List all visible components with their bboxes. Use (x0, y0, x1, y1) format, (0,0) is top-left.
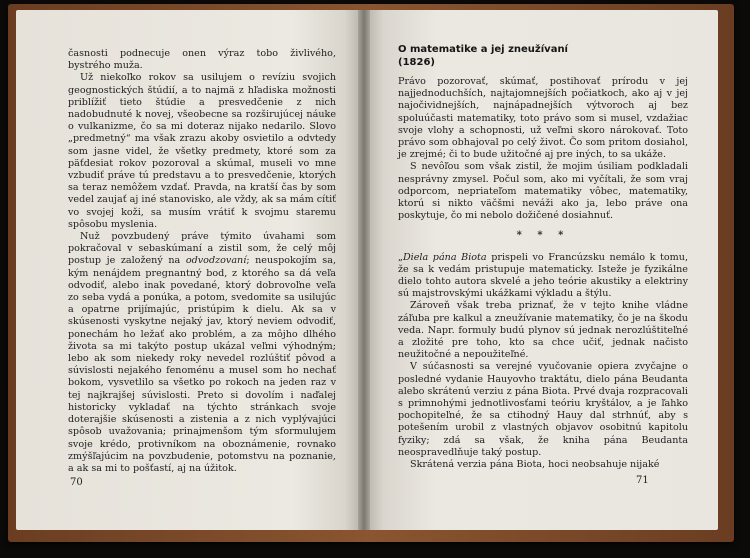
paragraph (68, 48, 336, 72)
right-page-text-bottom (398, 252, 688, 472)
italic-text: odvodzovaní (185, 255, 247, 267)
italic-text: Diela pána Biota (402, 251, 487, 263)
paragraph (68, 72, 336, 231)
chapter-heading (398, 43, 688, 69)
right-page-number: 71 (636, 475, 649, 486)
paragraph (398, 76, 688, 161)
chapter-title: O matematike a jej zneužívaní (398, 44, 568, 55)
chapter-year: (1826) (398, 57, 435, 68)
right-page-text-top (398, 76, 688, 222)
paragraph (398, 161, 688, 222)
text-run: Zároveň však treba priznať, že v tejto knihe vládne záľuba pre kalkul a zneužívanie matematiky, čo je na škodu veda. Napr. formuly budú plynov sú jednak nerozlúštiteľné a zložité pre toho, kto sa chce učiť, jednak načisto neužitočné a nepoužiteľné. (398, 300, 688, 361)
text-run: V súčasnosti sa verejné vyučovanie opiera zvyčajne o posledné vydanie Hauyovho traktátu, dielo pána Beudanta alebo skrátenú verziu z pána Biota. Prvé dvaja rozpracovali s primnohými jednotlivosťami teóriu kryštálov, a je ľahko pochopiteľné, že sa ctihodný Hauy dal strhnúť, aby s potešením urobil z vlastných objavov osobitnú kapitolu fyziky; zdá sa však, že kniha pána Beudanta neospravedlňuje taký postup. (398, 361, 688, 458)
text-run: Nuž povzbudený práve týmito úvahami som pokračoval v sebaskúmaní a zistil som, že celý môj postup je založený na (68, 231, 336, 267)
text-run: prispeli vo Francúzsku nemálo k tomu, že sa k vedám pristupuje matematicky. Isteže je fyzikálne dielo tohto autora skvelé a jeho teórie akustiky a elektriny sú majstrovskými ukážkami výkladu a štýlu. (398, 251, 688, 300)
paragraph (398, 459, 688, 471)
right-page (366, 10, 718, 530)
right-page-text (398, 76, 688, 471)
paragraph (398, 300, 688, 361)
book-gutter (358, 10, 370, 530)
paragraph (398, 361, 688, 459)
text-run: „ (398, 251, 403, 263)
left-page-number: 70 (70, 477, 83, 488)
left-page (16, 10, 362, 530)
text-run: ; neuspokojím sa, kým nenájdem pregnantný bod, z ktorého sa dá veľa odvodiť, alebo inak povedané, ktorý dobrovoľne veľa zo seba vydá a ponúka, a potom, svedomite sa usilujúc a opatrne prijímajúc, pristúpim k dielu. Ak sa v skúsenosti vyskytne nejaký jav, ktorý neviem odvodiť, ponechám ho ležať ako problém, a za môjho dlhého života sa mi takýto postup ukázal veľmi výhodným; lebo ak som niekedy roky nevedel rozlúštiť pôvod a súvislosti nejakého fenoménu a musel som ho nechať bokom, vysvetlilo sa všetko po rokoch na jeden raz v tej najkrajšej súvislosti. Preto si dovolím i naďalej historicky vykladať na týchto stránkach svoje doterajšie skúsenosti a zistenia a z nich vyplývajúci spôsob uvažovania; prinajmenšom tým sformulujem svoje krédo, protivníkom na oboznámenie, rovnako zmýšľajúcim na povzbudenie, potomstvu na poznanie, a ak sa mi to pošťastí, aj na úžitok. (68, 255, 336, 474)
paragraph (398, 252, 688, 301)
text-run: Už niekoľko rokov sa usilujem o revíziu svojich geognostických štúdií, a to najmä z hľadiska možnosti priblížiť tieto štúdie a presvedčenie z nich nadobudnuté k novej, všeobecne sa rozširujúcej náuke o vulkanizme, čo sa mi doteraz nijako nedarilo. Slovo „predmetný“ ma však zrazu akoby osvietilo a odvtedy som jasne videl, že všetky predmety, ktoré som za päťdesiat rokov pozoroval a skúmal, museli vo mne vzbudiť práve tú predstavu a to presvedčenie, ktorých sa teraz nemôžem vzdať. Pravda, na kratší čas by som vedel zaujať aj iné stanovisko, ale vždy, ak sa mám cítiť vo svojej koži, sa musím vrátiť k svojmu staremu spôsobu myslenia. (68, 72, 336, 230)
paragraph (68, 231, 336, 475)
section-separator: * * * (516, 230, 570, 242)
text-run: Skrátená verzia pána Biota, hoci neobsahuje nijaké (410, 459, 660, 471)
text-run: S nevôľou som však zistil, že mojim úsiliam podkladali nesprávny zmysel. Počul som, ako mi vyčítali, že som vraj odporcom, nepriateľom matematiky vôbec, matematiky, ktorú si nikto väčšmi neváži ako ja, lebo práve ona poskytuje, čo mi nebolo dožičené dosiahnuť. (398, 161, 688, 222)
text-run: Právo pozorovať, skúmať, postihovať prírodu v jej najjednoduchších, najtajomnejších počiatkoch, ako aj v jej najočividnejších, najnápadnejších výtvoroch aj bez spoluúčasti matematiky, toto právo som si musel, vzdažiac svoje vlohy a schopnosti, už veľmi skoro nárokovať. Toto právo som obhajoval po celý život. Čo som pritom dosiahol, je zrejmé; či to bude užitočné aj pre iných, to sa ukáže. (398, 76, 688, 161)
text-run: časnosti podnecuje onen výraz tobo živlivého, bystrého muža. (68, 48, 336, 72)
left-page-text (68, 48, 336, 475)
